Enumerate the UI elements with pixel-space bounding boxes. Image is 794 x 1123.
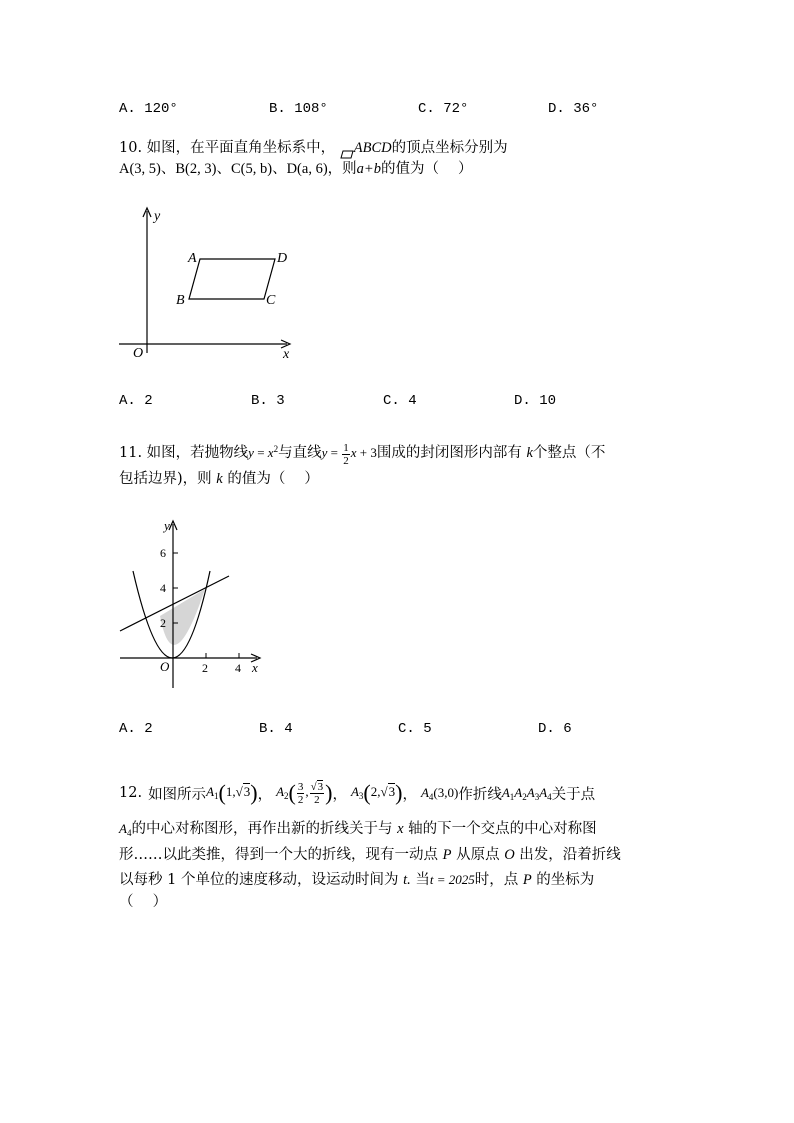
q10-origin-label: O [133, 346, 144, 361]
q11-text6: 的值为（ ） [227, 471, 319, 487]
q12-text12: 的坐标为 [536, 872, 595, 888]
q10-option-c: C. 4 [383, 393, 417, 409]
q11-text5: 包括边界)，则 [119, 471, 212, 487]
q10-parallelogram [189, 259, 275, 299]
q11-var-k: k [526, 445, 533, 461]
q10-text1: 如图，在平面直角坐标系中， [146, 140, 336, 156]
q11-y4-label: 4 [160, 581, 166, 595]
q10-figure-name: ABCD [353, 140, 392, 156]
q12-t-value: t = 2025 [429, 872, 475, 887]
q12-point-a3: $A_3(2,√3)$ [350, 780, 403, 805]
q11-option-c: C. 5 [398, 721, 432, 737]
q10-expr: a+b [356, 161, 381, 177]
q11-number: 11. [119, 445, 143, 461]
q10-y-label: y [154, 209, 161, 224]
q10-point-d: D(a, 6) [286, 161, 328, 177]
q10-option-a: A. 2 [119, 393, 153, 409]
q11-option-d: D. 6 [538, 721, 572, 737]
q11-y6-label: 6 [160, 546, 166, 560]
q12-text6: 形……以此类推，得到一个大的折线，现有一动点 [119, 847, 438, 863]
q11-text1: 如图，若抛物线 [146, 445, 249, 461]
q12-point-a2: $A_2$( $\frac{3}{2}$ , $\frac{√3}{2}$ ) [276, 780, 333, 806]
q9-option-c: C. 72° [418, 101, 469, 117]
q12-text2: 作折线 [458, 786, 502, 803]
q12-text10: 当 [415, 872, 430, 888]
q10-text2: ，则 [327, 161, 357, 177]
q11-y2-label: 2 [160, 616, 166, 630]
q12-line3 [119, 844, 621, 866]
q11-option-a: A. 2 [119, 721, 153, 737]
q12-text1: 如图所示 [148, 786, 207, 803]
q11-parabola-formula: $y = x^2$ [248, 444, 279, 460]
q11-figure [112, 516, 272, 691]
q12-text4: 的中心对称图形，再作出新的折线关于与 [131, 821, 393, 837]
q12-text3: 关于点 [551, 786, 596, 803]
q10-text3: 的值为（ ） [380, 161, 473, 177]
q11-line2 [119, 468, 319, 490]
q12-text11: 时，点 [474, 872, 519, 888]
q11-origin-label: O [160, 659, 170, 674]
q11-text3: 围成的封闭图形内部有 [376, 445, 522, 461]
q12-polyline: $A_1A_2A_3A_4$ [501, 784, 552, 802]
q11-option-b: B. 4 [259, 721, 293, 737]
q10-text1-tail: 的顶点坐标分别为 [391, 140, 508, 156]
q10-point-c: C(5, b) [230, 161, 273, 177]
q9-option-a: A. 120° [119, 101, 178, 117]
q11-line-formula: y = $\frac{1}{2}$ x + 3 [321, 441, 377, 467]
q11-y-label: y [164, 518, 170, 533]
q12-text7: 从原点 [456, 847, 500, 863]
q10-line2: A(3, 5)、B(2, 3)、C(5, b)、D(a, 6)，则a+b的值为（ ） [119, 161, 473, 177]
q12-line2 [119, 818, 597, 844]
q9-option-b: B. 108° [269, 101, 328, 117]
q12-number: 12. [119, 785, 143, 801]
q12-var-o: O [504, 847, 515, 863]
q11-text4: 个整点（不 [532, 445, 606, 461]
q11-line1 [119, 438, 605, 467]
q12-point-a1: $A_1(1,√3)$ [206, 780, 258, 805]
q12-point-a4-ref: $A_4$ [119, 821, 132, 838]
q12-var-p: P [442, 847, 452, 863]
q10-option-b: B. 3 [251, 393, 285, 409]
q10-line1 [119, 137, 508, 159]
q12-axis-x: x [397, 821, 404, 837]
q12-line4 [119, 869, 594, 891]
q12-line5: （ ） [119, 894, 168, 910]
parallelogram-symbol-icon [340, 144, 354, 152]
q10-point-b: B(2, 3) [175, 161, 217, 177]
q12-text5: 轴的下一个交点的中心对称图 [408, 821, 597, 837]
q12-sep2: ， [332, 786, 347, 803]
q10-label-a: A [188, 251, 197, 266]
q10-x-label: x [283, 347, 290, 362]
q10-label-b: B [176, 293, 185, 308]
q10-number: 10. [119, 140, 143, 156]
q11-x-label: x [252, 660, 258, 675]
q10-label-d: D [277, 251, 288, 266]
q12-point-a4: $A_4(3,0)$ [420, 784, 459, 802]
q11-x4-label: 4 [235, 661, 241, 675]
q12-text9: 以每秒 1 个单位的速度移动，设运动时间为 [119, 872, 399, 888]
q10-figure [115, 203, 305, 363]
q12-line1 [119, 773, 595, 813]
q12-var-t: t. [403, 872, 411, 888]
q10-option-d: D. 10 [514, 393, 557, 409]
q10-point-a: A(3, 5) [119, 161, 161, 177]
q10-label-c: C [266, 293, 276, 308]
q11-text2: 与直线 [278, 445, 322, 461]
q11-var-k-2: k [216, 471, 223, 487]
q11-x2-label: 2 [202, 661, 208, 675]
q12-sep3: ， [402, 786, 417, 803]
q9-option-d: D. 36° [548, 101, 599, 117]
q12-sep1: ， [257, 786, 273, 803]
q12-var-p-2: P [522, 872, 532, 888]
q12-text8: 出发，沿着折线 [519, 847, 621, 863]
